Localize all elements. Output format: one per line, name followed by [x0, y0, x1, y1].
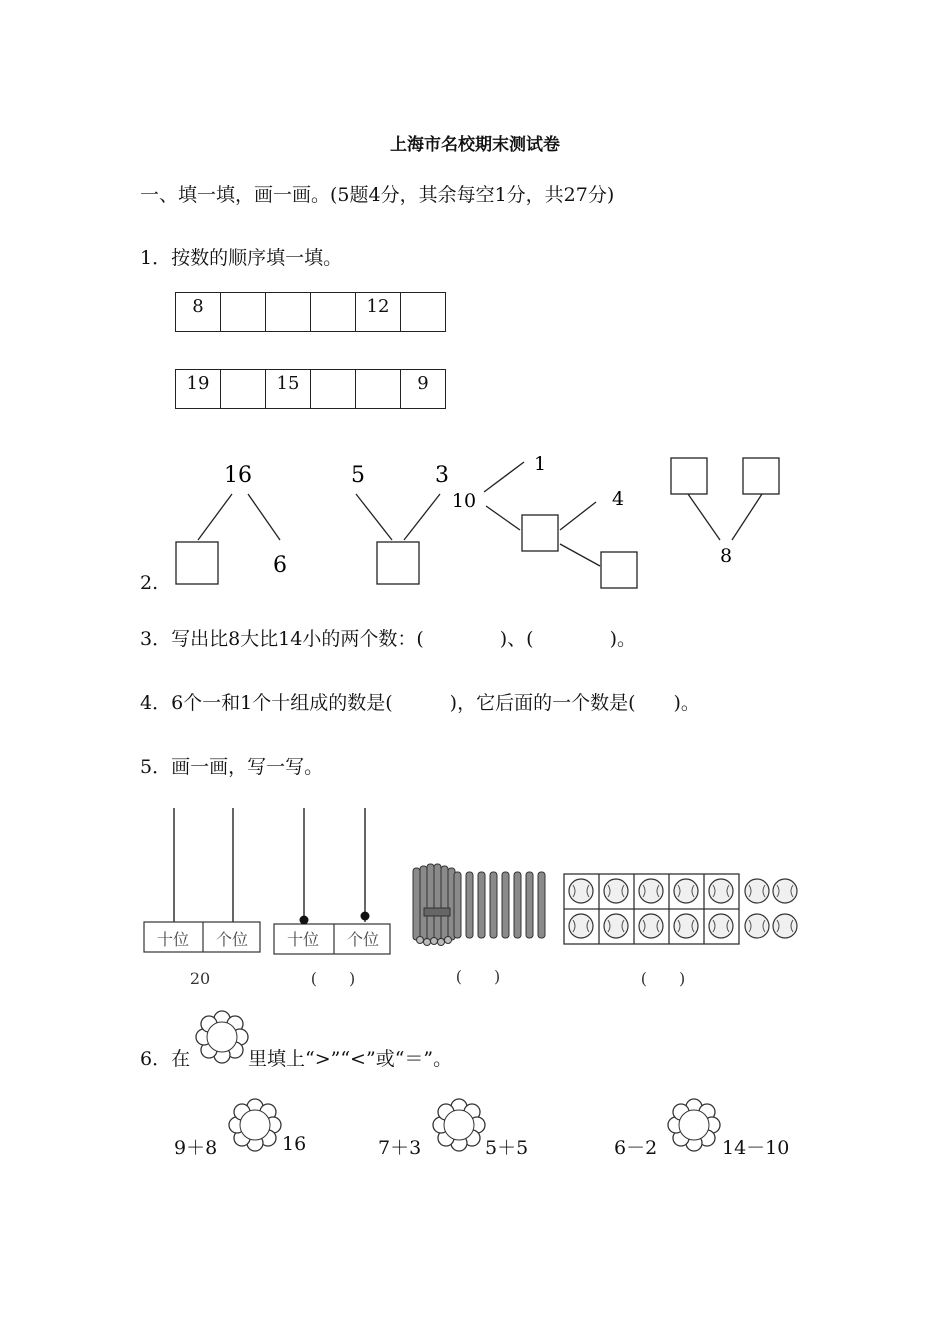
compare-left: 6－2: [614, 1137, 658, 1159]
number-bond-diagrams: [150, 440, 830, 600]
bond-number: 10: [451, 490, 477, 512]
question-3-text: 3．写出比8大比14小的两个数：( )、( )。: [140, 628, 637, 650]
sequence-cell[interactable]: [356, 370, 401, 409]
answer-box[interactable]: [671, 458, 707, 494]
question-1-text: 1．按数的顺序填一填。: [140, 247, 343, 269]
sequence-cell[interactable]: 8: [176, 293, 221, 332]
sequence-cell[interactable]: [221, 370, 266, 409]
abacus-bead: [300, 916, 309, 925]
bond-number: 8: [719, 545, 733, 567]
sequence-cell[interactable]: 12: [356, 293, 401, 332]
abacus-bead: [361, 912, 370, 921]
counting-diagrams: [130, 800, 820, 1000]
bond-number: 3: [435, 463, 449, 488]
answer-box[interactable]: [377, 542, 419, 584]
page-title: 上海市名校期末测试卷: [390, 135, 560, 155]
flower-blank[interactable]: [666, 1098, 722, 1154]
sequence-cell[interactable]: [266, 293, 311, 332]
sequence-cell[interactable]: [401, 293, 446, 332]
loose-sticks: [454, 872, 545, 938]
question-2-number: 2.: [140, 572, 159, 594]
question-5-text: 5．画一画，写一写。: [140, 756, 324, 778]
ones-label: 个位: [346, 930, 380, 949]
compare-left: 7＋3: [378, 1137, 422, 1159]
sequence-cell[interactable]: 9: [401, 370, 446, 409]
sequence-cell[interactable]: [311, 370, 356, 409]
bond-number: 6: [273, 553, 287, 578]
question-6-suffix: 里填上“>”“<”或“＝”。: [248, 1048, 453, 1070]
bond-number: 1: [533, 453, 547, 475]
ones-label: 个位: [215, 930, 249, 949]
sequence-cell[interactable]: [221, 293, 266, 332]
sequence-row-1: [175, 292, 446, 332]
balls-answer[interactable]: ( ): [640, 969, 686, 988]
answer-box[interactable]: [522, 515, 558, 551]
abacus-answer[interactable]: ( ): [310, 969, 356, 988]
compare-right: 5＋5: [485, 1137, 529, 1159]
answer-box[interactable]: [176, 542, 218, 584]
flower-blank[interactable]: [227, 1098, 283, 1154]
question-4-text: 4．6个一和1个十组成的数是( )，它后面的一个数是( )。: [140, 692, 700, 714]
abacus-value: 20: [189, 969, 211, 988]
bond-number: 4: [611, 488, 625, 510]
compare-left: 9＋8: [174, 1137, 218, 1159]
compare-right: 14－10: [722, 1137, 790, 1159]
question-6-prefix: 6．在: [140, 1048, 191, 1070]
section-heading: 一、填一填，画一画。(5题4分，其余每空1分，共27分): [140, 184, 615, 206]
sequence-cell[interactable]: 15: [266, 370, 311, 409]
tens-label: 十位: [286, 930, 320, 949]
flower-blank[interactable]: [431, 1098, 487, 1154]
sequence-cell[interactable]: [311, 293, 356, 332]
answer-box[interactable]: [743, 458, 779, 494]
bond-number: 5: [351, 463, 365, 488]
sequence-cell[interactable]: 19: [176, 370, 221, 409]
sticks-answer[interactable]: ( ): [455, 967, 501, 986]
compare-right: 16: [282, 1133, 307, 1155]
answer-box[interactable]: [601, 552, 637, 588]
tens-label: 十位: [156, 930, 190, 949]
stick-bundle: [413, 864, 455, 946]
bond-number: 16: [224, 463, 252, 488]
sequence-row-2: [175, 369, 446, 409]
flower-icon: [194, 1010, 250, 1066]
